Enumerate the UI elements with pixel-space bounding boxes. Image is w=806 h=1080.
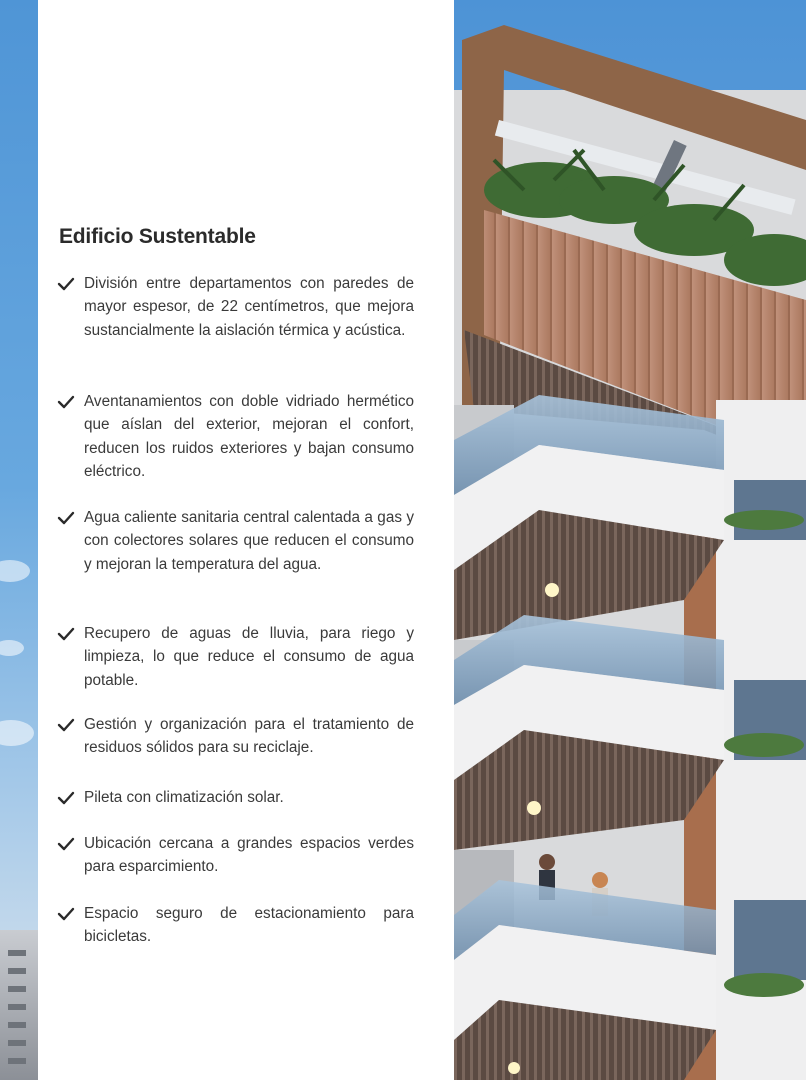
check-icon: [56, 273, 78, 295]
section-title: Edificio Sustentable: [59, 225, 256, 248]
cloud: [0, 560, 30, 582]
list-item: [56, 622, 414, 692]
window: [734, 480, 806, 540]
check-icon: [56, 391, 78, 413]
check-icon: [56, 623, 78, 645]
person: [539, 854, 555, 870]
list-item: [56, 272, 414, 342]
person: [592, 872, 608, 888]
list-item-text: Pileta con climatización solar.: [84, 789, 284, 806]
building-rendering: [454, 0, 806, 1080]
window: [734, 900, 806, 980]
list-item: [56, 786, 284, 809]
list-item-text: Gestión y organización para el tratamiento de residuos sólidos para su reciclaje.: [84, 716, 414, 757]
sky-background-left: [0, 0, 38, 1080]
list-item-text: Ubicación cercana a grandes espacios verdes para esparcimiento.: [84, 835, 414, 876]
list-item: [56, 390, 414, 483]
cloud: [0, 720, 34, 746]
balcony: [454, 615, 724, 850]
list-item-text: Aventanamientos con doble vidriado hermético que aíslan del exterior, mejoran el confort, reducen los ruidos exteriores y bajan consumo eléctrico.: [84, 393, 414, 480]
building-illustration: [454, 0, 806, 1080]
list-item-text: Espacio seguro de estacionamiento para bicicletas.: [84, 905, 414, 946]
list-item: [56, 713, 414, 760]
check-icon: [56, 714, 78, 736]
distant-building: [0, 930, 38, 1080]
check-icon: [56, 833, 78, 855]
check-icon: [56, 903, 78, 925]
list-item-text: División entre departamentos con paredes de mayor espesor, de 22 centímetros, que mejora sustancialmente la aislación térmica y acústica.: [84, 275, 414, 339]
check-icon: [56, 787, 78, 809]
check-icon: [56, 507, 78, 529]
text-panel: [38, 0, 454, 1080]
list-item-text: Agua caliente sanitaria central calentada a gas y con colectores solares que reducen el consumo y mejoran la temperatura del agua.: [84, 509, 414, 573]
list-item-text: Recupero de aguas de lluvia, para riego y limpieza, lo que reduce el consumo de agua potable.: [84, 625, 414, 689]
list-item: [56, 902, 414, 949]
list-item: [56, 506, 414, 576]
list-item: [56, 832, 414, 879]
cloud: [0, 640, 24, 656]
